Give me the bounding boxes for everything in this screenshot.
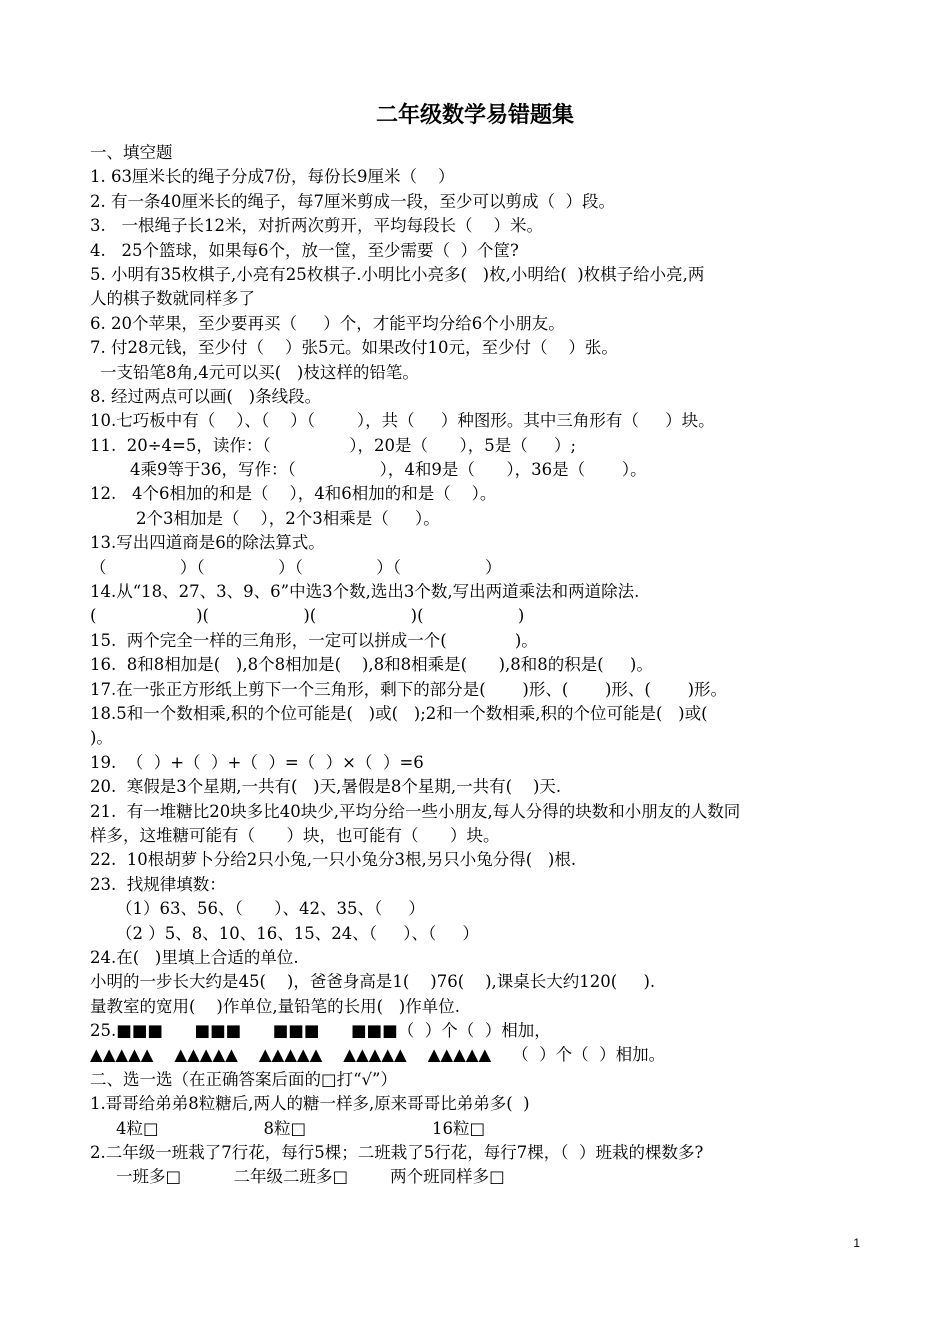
question-18-cont: )。 [90,728,113,748]
question-10: 10.七巧板中有（ ）、（ ）（ ），共（ ）种图形。其中三角形有（ ）块。 [90,411,715,431]
choice-question-2-options: 一班多□ 二年级二班多□ 两个班同样多□ [116,1167,505,1187]
question-16: 16. 8和8相加是( ),8个8相加是( ),8和8相乘是( ),8和8的积是( )。 [90,655,653,675]
question-11-sub: 4乘9等于36，写作：（ ），4和9是（ ），36是（ ）。 [130,460,647,480]
question-8: 8. 经过两点可以画( )条线段。 [90,386,322,406]
question-12: 12. 4个6相加的和是（ ），4和6相加的和是（ ）。 [90,484,497,504]
question-24: 24.在( )里填上合适的单位. [90,947,299,967]
section-heading-fill-in: 一、填空题 [90,143,173,162]
question-24-line-1: 小明的一步长大约是45( )，爸爸身高是1( )76( ),课桌长大约120( ). [90,972,656,992]
question-14: 14.从“18、27、3、9、6”中选3个数,选出3个数,写出两道乘法和两道除法. [90,582,640,602]
question-22: 22. 10根胡萝卜分给2只小兔,一只小兔分3根,另只小兔分得( )根. [90,850,577,870]
question-7-sub: 一支铅笔8角,4元可以买( )枝这样的铅笔。 [100,362,419,382]
question-13: 13.写出四道商是6的除法算式。 [90,533,325,553]
question-19: 19. （ ）+（ ）+（ ）=（ ）×（ ）=6 [90,752,424,772]
question-24-line-2: 量教室的宽用( )作单位,量铅笔的长用( )作单位. [90,996,460,1016]
question-13-blanks: （ ）（ ）（ ）（ ） [90,557,502,577]
question-1: 1. 63厘米长的绳子分成7份，每份长9厘米（ ） [90,167,455,187]
question-5-cont: 人的棋子数就同样多了 [90,289,255,309]
question-12-sub: 2个3相加是（ ），2个3相乘是（ ）。 [136,508,440,528]
question-23: 23. 找规律填数： [90,874,226,894]
choice-question-2: 2.二年级一班栽了7行花，每行5棵；二班栽了5行花，每行7棵，（ ）班栽的棵数多? [90,1143,704,1163]
question-4: 4. 25个篮球，如果每6个，放一筐，至少需要（ ）个筐? [90,240,519,260]
worksheet-body [90,141,865,1190]
choice-question-1: 1.哥哥给弟弟8粒糖后,两人的糖一样多,原来哥哥比弟弟多( ) [90,1094,530,1114]
question-25-squares: 25.■■■ ■■■ ■■■ ■■■（ ）个（ ）相加， [90,1021,551,1041]
question-23-part-2: （2 ）5、8、10、16、15、24、（ ）、（ ） [116,923,479,943]
question-15: 15. 两个完全一样的三角形，一定可以拼成一个( )。 [90,630,538,650]
question-6: 6. 20个苹果，至少要再买（ ）个，才能平均分给6个小朋友。 [90,313,565,333]
question-23-part-1: （1）63、56、（ ）、42、35、（ ） [116,899,425,919]
question-25-triangles: ▲▲▲▲▲ ▲▲▲▲▲ ▲▲▲▲▲ ▲▲▲▲▲ ▲▲▲▲▲ （ ）个（ ）相加。 [90,1045,666,1065]
section-heading-multiple-choice: 二、选一选（在正确答案后面的□打“√”） [90,1069,397,1089]
page-number: 1 [853,1236,860,1250]
question-5: 5. 小明有35枚棋子,小亮有25枚棋子.小明比小亮多( )枚,小明给( )枚棋子给小亮,两 [90,264,705,284]
question-21-cont: 样多，这堆糖可能有（ ）块，也可能有（ ）块。 [90,825,500,845]
question-18: 18.5和一个数相乘,积的个位可能是( )或( );2和一个数相乘,积的个位可能是( )或( [90,703,708,723]
question-7: 7. 付28元钱，至少付（ ）张5元。如果改付10元，至少付（ ）张。 [90,338,618,358]
page-title: 二年级数学易错题集 [375,102,574,128]
question-2: 2. 有一条40厘米长的绳子，每7厘米剪成一段，至少可以剪成（ ）段。 [90,191,615,211]
question-3: 3. 一根绳子长12米，对折两次剪开，平均每段长（ ）米。 [90,216,543,236]
question-21: 21. 有一堆糖比20块多比40块少,平均分给一些小朋友,每人分得的块数和小朋友的人数同 [90,801,741,821]
choice-question-1-options: 4粒□ 8粒□ 16粒□ [116,1118,486,1138]
question-17: 17.在一张正方形纸上剪下一个三角形，剩下的部分是( )形、( )形、( )形。 [90,679,728,699]
question-14-blanks: ( )( )( )( ) [90,606,525,626]
question-11: 11. 20÷4=5，读作：（ ），20是（ ），5是（ ）; [90,435,577,455]
question-20: 20. 寒假是3个星期,一共有( )天,暑假是8个星期,一共有( )天. [90,777,562,797]
